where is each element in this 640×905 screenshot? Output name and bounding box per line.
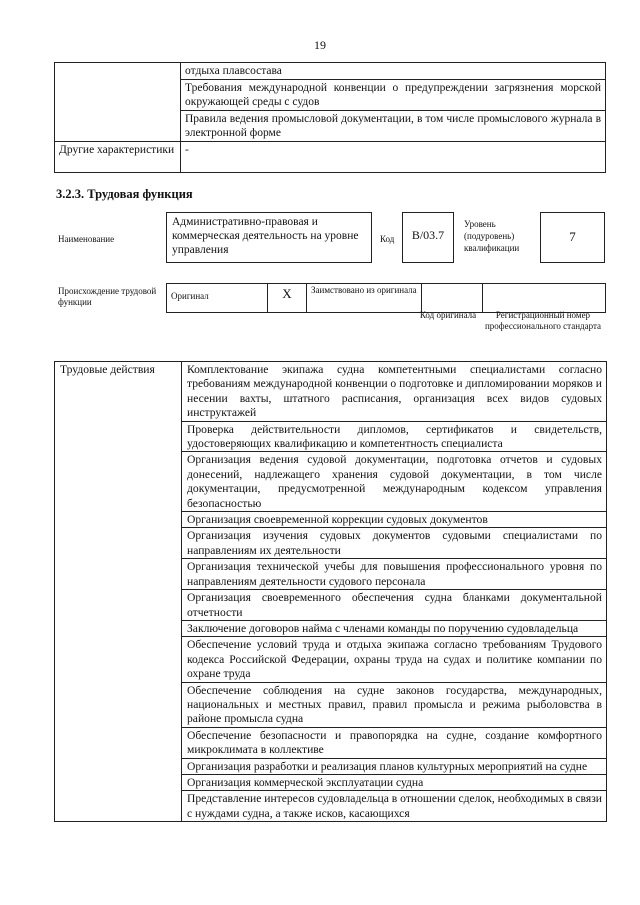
qualification-level-value: 7 xyxy=(540,212,605,263)
reg-number-label: Регистрационный номер профессионального стандарта xyxy=(484,310,602,331)
work-activities-table xyxy=(54,361,607,822)
work-activity-item: Обеспечение безопасности и правопорядка на судне, создание комфортного микроклимата в коллективе xyxy=(182,727,607,758)
work-activity-item: Комплектование экипажа судна компетентными специалистами согласно требованиям международной конвенции о подготовке и дипломировании моряков и несении вахты, штатного расписания, организация всех видов судовых инструктажей xyxy=(182,362,607,422)
work-activity-item: Организация технической учебы для повышения профессионального уровня по направлениям деятельности судового персонала xyxy=(182,559,607,590)
work-activity-item: Организация коммерческой эксплуатации судна xyxy=(182,774,607,790)
original-mark: X xyxy=(268,284,307,313)
table-row xyxy=(55,63,606,80)
code-original-label: Код оригинала xyxy=(419,310,477,320)
table-cell-right: отдыха плавсостава xyxy=(181,63,606,80)
original-label: Оригинал xyxy=(167,284,268,313)
table-cell-right: Требования международной конвенции о предупреждении загрязнения морской окружающей среды с судов xyxy=(181,80,606,111)
qualification-level-label: Уровень (подуровень) квалификации xyxy=(464,219,520,253)
work-activity-item: Организация своевременного обеспечения судна бланками документальной отчетности xyxy=(182,590,607,621)
origin-table xyxy=(166,283,606,313)
knowledge-continuation-table xyxy=(54,62,606,173)
name-label: Наименование xyxy=(58,234,115,244)
section-title: 3.2.3. Трудовая функция xyxy=(56,187,193,201)
work-activity-item: Обеспечение соблюдения на судне законов государства, международных, национальных и местных правил, правил промысла и режима рыболовства в районе промысла судна xyxy=(182,682,607,727)
function-code-value: B/03.7 xyxy=(402,212,454,263)
table-row xyxy=(55,142,606,173)
work-activity-item: Проверка действительности дипломов, сертификатов и свидетельств, удостоверяющих квалификацию и компетентность специалиста xyxy=(182,421,607,452)
table-cell-right: Правила ведения промысловой документации, в том числе промыслового журнала в электронной форме xyxy=(181,111,606,142)
work-activity-item: Организация изучения судовых документов судовыми специалистами по направлениям их деятельности xyxy=(182,528,607,559)
page-number: 19 xyxy=(314,38,326,52)
work-activity-item: Организация своевременной коррекции судовых документов xyxy=(182,512,607,528)
function-name-value: Административно-правовая и коммерческая деятельность на уровне управления xyxy=(166,212,372,263)
borrowed-label: Заимствовано из оригинала xyxy=(307,284,422,313)
origin-label: Происхождение трудовой функции xyxy=(58,286,157,307)
work-activity-item: Организация разработки и реализация планов культурных мероприятий на судне xyxy=(182,758,607,774)
work-activities-label: Трудовые действия xyxy=(55,362,182,822)
work-activity-item: Обеспечение условий труда и отдыха экипажа согласно требованиям Трудового кодекса Российской Федерации, охраны труда на судах и политике компании по охране труда xyxy=(182,637,607,682)
code-label: Код xyxy=(380,234,395,244)
code-original-cell xyxy=(422,284,483,313)
other-characteristics-label: Другие характеристики xyxy=(55,142,181,173)
table-cell-left xyxy=(55,63,181,142)
reg-number-cell xyxy=(483,284,606,313)
work-activity-item: Организация ведения судовой документации, подготовка отчетов и судовых донесений, надлежащего хранения судовой документации, в том числе документации, предусмотренной международным кодексом управления безопасностью xyxy=(182,452,607,512)
table-row xyxy=(55,362,607,422)
work-activity-item: Представление интересов судовладельца в отношении сделок, необходимых в связи с нуждами судна, а также исков, касающихся xyxy=(182,791,607,822)
other-characteristics-value: - xyxy=(181,142,606,173)
work-activity-item: Заключение договоров найма с членами команды по поручению судовладельца xyxy=(182,620,607,636)
